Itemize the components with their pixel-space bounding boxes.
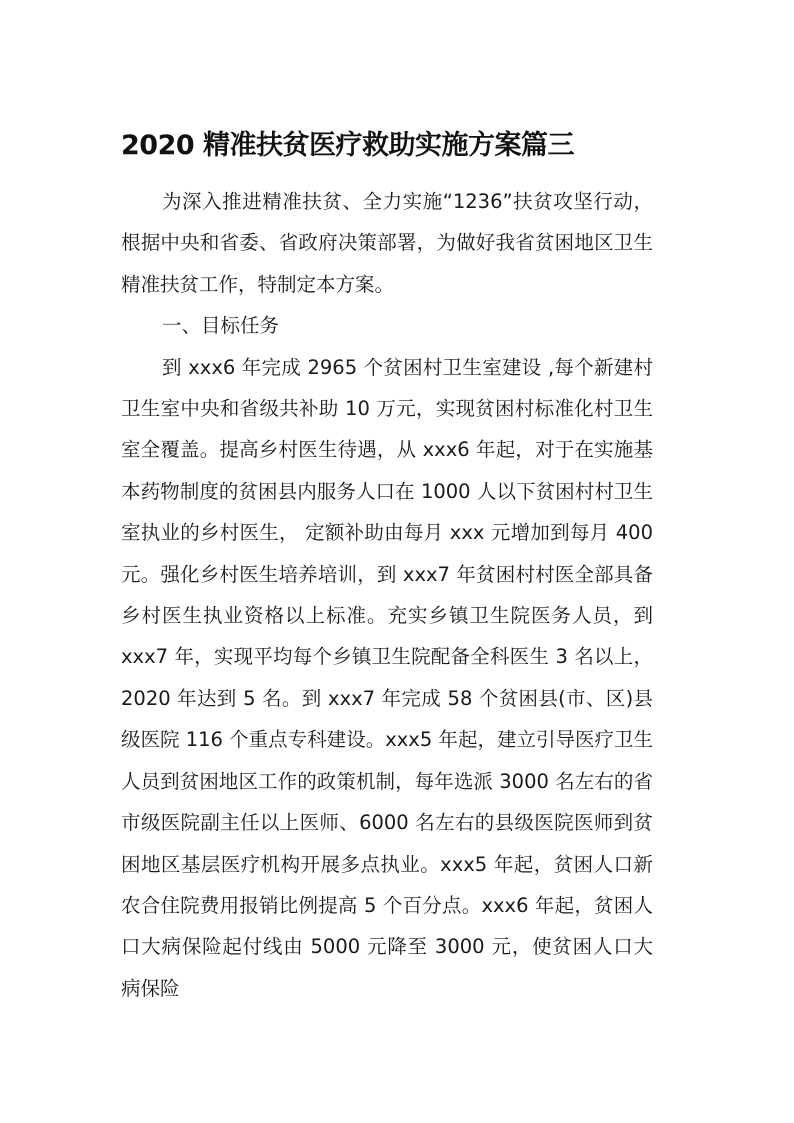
section-paragraph: 到 xxx6 年完成 2965 个贫困村卫生室建设 ,每个新建村卫生室中央和省级共补助 10 万元，实现贫困村标准化村卫生室全覆盖。提高乡村医生待遇，从 xxx6 年起，对于在实施基本药物制度的贫困县内服务人口在 1000 人以下贫困村村卫生室执业的乡村医生， 定额补助由每月 xxx 元增加到每月 400 元。强化乡村医生培养培训，到 xxx7 年贫困村村医全部具备乡村医生执业资格以上标准。充实乡镇卫生院医务人员，到 xxx7 年，实现平均每个乡镇卫生院配备全科医生 3 名以上，2020 年达到 5 名。到 xxx7 年完成 58 个贫困县(市、区)县级医院 116 个重点专科建设。xxx5 年起，建立引导医疗卫生人员到贫困地区工作的政策机制，每年选派 3000 名左右的省市级医院副主任以上医师、6000 名左右的县级医院医师到贫困地区基层医疗机构开展多点执业。xxx5 年起，贫困人口新农合住院费用报销比例提高 5 个百分点。xxx6 年起，贫困人口大病保险起付线由 5000 元降至 3000 元，使贫困人口大病保险 xyxy=(121,355,654,1000)
document-body xyxy=(121,181,653,1009)
intro-paragraph: 为深入推进精准扶贫、全力实施“1236”扶贫攻坚行动，根据中央和省委、省政府决策部署，为做好我省贫困地区卫生精准扶贫工作，特制定本方案。 xyxy=(121,190,653,296)
section-heading: 一、目标任务 xyxy=(162,314,280,338)
document-title: 2020 精准扶贫医疗救助实施方案篇三 xyxy=(121,130,575,161)
